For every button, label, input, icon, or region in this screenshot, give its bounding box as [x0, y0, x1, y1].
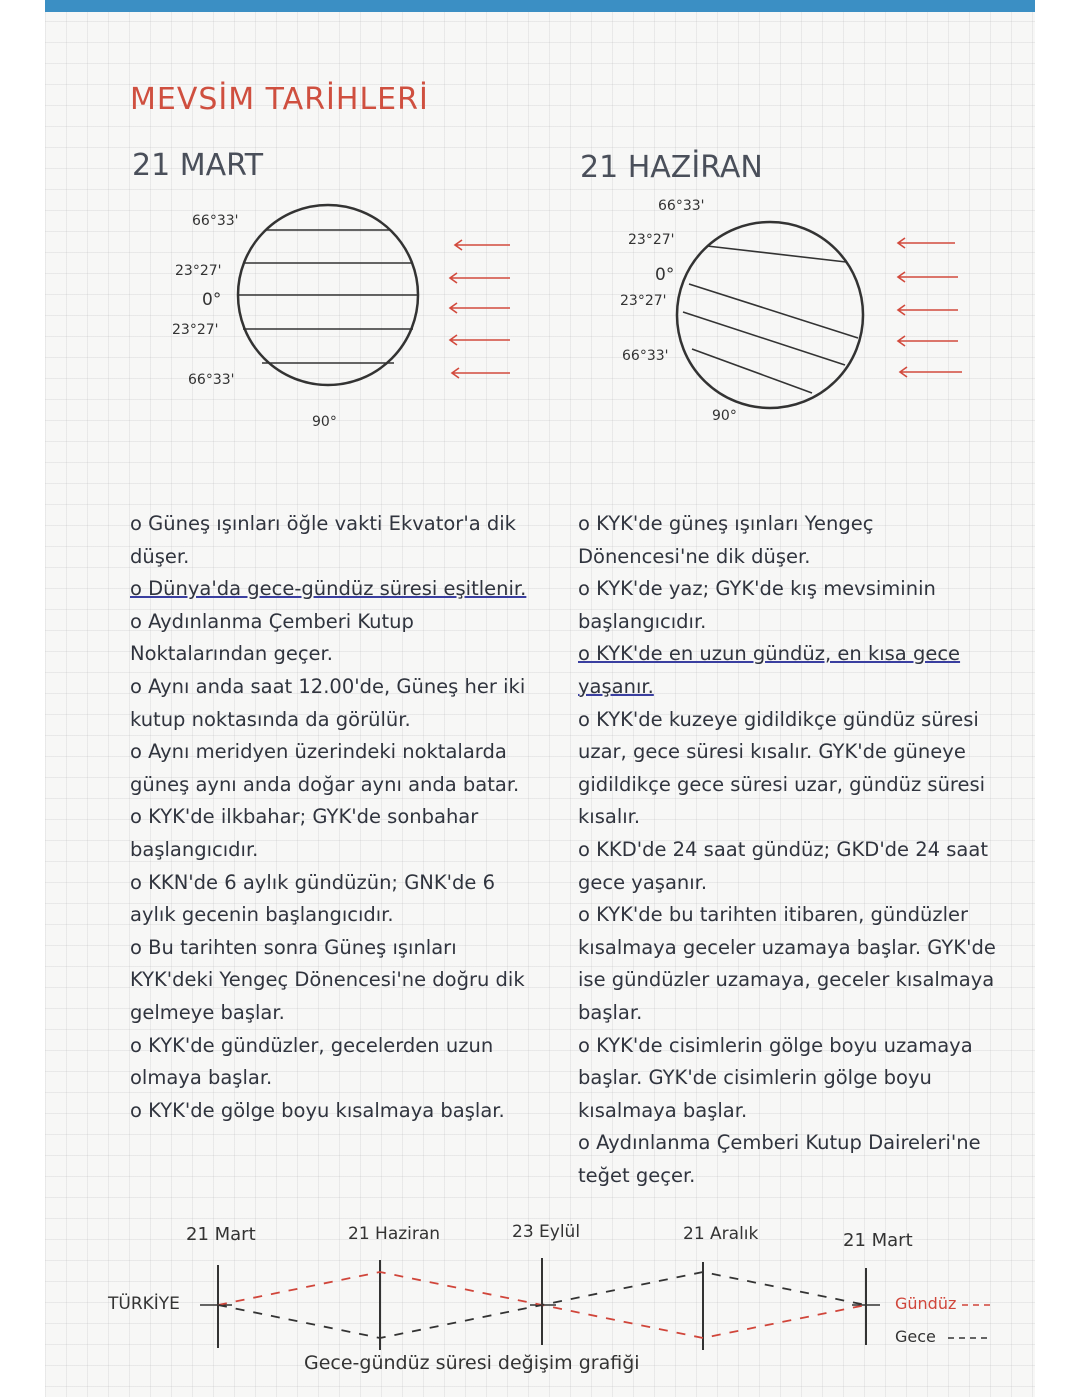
- left-heading: 21 MART: [132, 148, 264, 183]
- left-note-8: o Bu tarihten sonra Güneş ışınları KYK'deki Yengeç Dönencesi'ne doğru dik gelmeye başlar.: [130, 935, 525, 1024]
- left-note-6: o KYK'de ilkbahar; GYK'de sonbahar başlangıcıdır.: [130, 805, 479, 861]
- right-label-66s: 66°33': [622, 348, 669, 364]
- timeline-date-3: 23 Eylül: [512, 1222, 581, 1242]
- right-note-2: o KYK'de yaz; GYK'de kış mevsiminin başlangıcıdır.: [578, 577, 936, 633]
- graph-caption: Gece-gündüz süresi değişim grafiği: [304, 1352, 640, 1374]
- left-note-2: o Dünya'da gece-gündüz süresi eşitlenir.: [130, 577, 527, 601]
- right-label-90: 90°: [712, 408, 737, 424]
- page-title: MEVSİM TARİHLERİ: [130, 82, 429, 117]
- timeline-date-2: 21 Haziran: [348, 1224, 441, 1244]
- right-label-23n: 23°27': [628, 232, 675, 248]
- left-note-1: o Güneş ışınları öğle vakti Ekvator'a dik düşer.: [130, 512, 516, 568]
- left-notes: [130, 508, 545, 1127]
- left-note-4: o Aynı anda saat 12.00'de, Güneş her iki kutup noktasında da görülür.: [130, 674, 526, 731]
- left-label-0: 0°: [202, 290, 222, 310]
- left-note-10: o KYK'de gölge boyu kısalmaya başlar.: [130, 1098, 505, 1122]
- left-label-23s: 23°27': [172, 322, 219, 338]
- right-heading: 21 HAZİRAN: [580, 150, 763, 185]
- legend-day-label: Gündüz: [895, 1294, 957, 1313]
- right-globe: [677, 222, 863, 408]
- timeline-date-1: 21 Mart: [186, 1224, 256, 1245]
- right-note-4: o KYK'de kuzeye gidildikçe gündüz süresi uzar, gece süresi kısalır. GYK'de güneye gidildikçe gece süresi uzar, gündüz süresi kısalır.: [578, 707, 986, 829]
- left-label-23n: 23°27': [175, 263, 222, 279]
- timeline-row-label: TÜRKİYE: [108, 1294, 180, 1314]
- left-globe: [238, 205, 418, 385]
- right-label-0: 0°: [655, 265, 675, 285]
- left-label-66n: 66°33': [192, 213, 239, 229]
- right-label-23s: 23°27': [620, 293, 667, 309]
- right-note-6: o KYK'de bu tarihten itibaren, gündüzler kısalmaya geceler uzamaya başlar. GYK'de ise gündüzler uzamaya, geceler kısalmaya başlar.: [578, 903, 996, 1024]
- right-note-7: o KYK'de cisimlerin gölge boyu uzamaya başlar. GYK'de cisimlerin gölge boyu kısalmaya başlar.: [578, 1033, 973, 1122]
- left-note-5: o Aynı meridyen üzerindeki noktalarda güneş aynı anda doğar aynı anda batar.: [130, 740, 520, 796]
- timeline-date-5: 21 Mart: [843, 1230, 913, 1251]
- left-note-9: o KYK'de gündüzler, gecelerden uzun olmaya başlar.: [130, 1033, 494, 1090]
- left-label-66s: 66°33': [188, 372, 235, 388]
- left-note-3: o Aydınlanma Çemberi Kutup Noktalarından geçer.: [130, 609, 414, 666]
- right-note-1: o KYK'de güneş ışınları Yengeç Dönencesi'ne dik düşer.: [578, 512, 874, 568]
- right-note-3: o KYK'de en uzun gündüz, en kısa gece yaşanır.: [578, 642, 961, 698]
- right-label-66n: 66°33': [658, 198, 705, 214]
- left-note-7: o KKN'de 6 aylık gündüzün; GNK'de 6 aylık gecenin başlangıcıdır.: [130, 870, 496, 927]
- right-sun-arrows: [898, 238, 962, 377]
- left-sun-arrows: [450, 240, 510, 378]
- day-night-graph: [200, 1258, 992, 1350]
- timeline-date-4: 21 Aralık: [683, 1224, 759, 1244]
- right-notes: [578, 508, 1003, 1192]
- legend-night-label: Gece: [895, 1327, 936, 1346]
- right-note-8: o Aydınlanma Çemberi Kutup Daireleri'ne teğet geçer.: [578, 1131, 981, 1187]
- left-label-90: 90°: [312, 414, 337, 430]
- right-note-5: o KKD'de 24 saat gündüz; GKD'de 24 saat gece yaşanır.: [578, 837, 988, 894]
